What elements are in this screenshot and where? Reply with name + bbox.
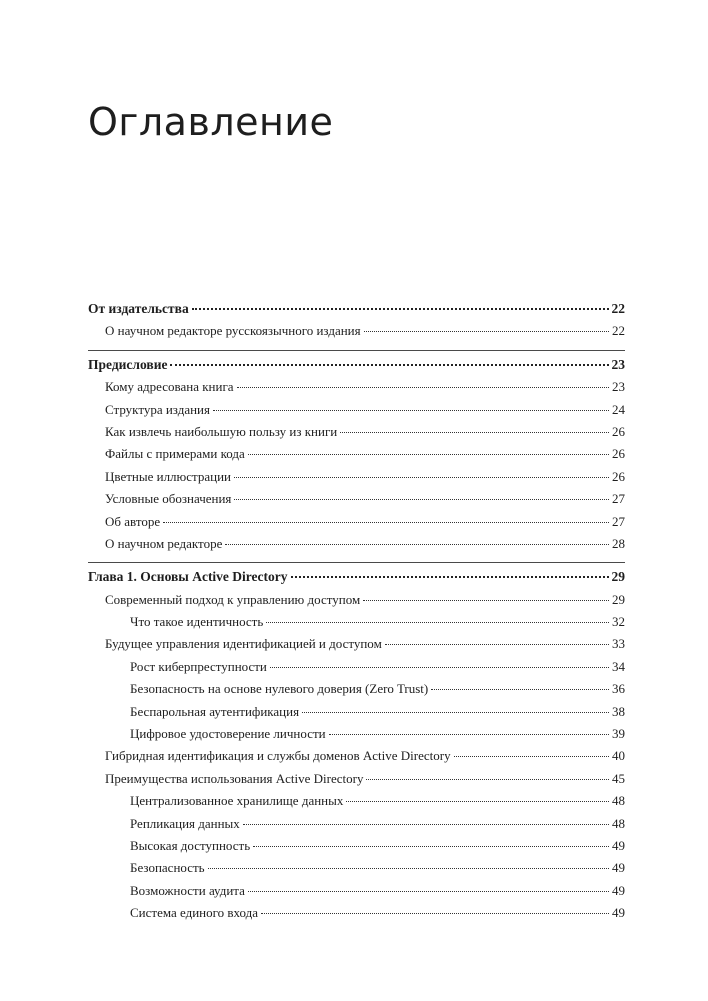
toc-section-heading[interactable] [88, 566, 625, 588]
toc-entry-label: Об авторе [105, 513, 161, 529]
toc-entry[interactable] [88, 790, 625, 812]
toc-entry-label: Файлы с примерами кода [105, 446, 245, 462]
toc-entry-label: Система единого входа [130, 905, 259, 921]
dot-leader [243, 824, 609, 825]
page-title: Оглавление [88, 100, 334, 144]
dot-leader [192, 308, 609, 310]
dot-leader [454, 756, 609, 757]
section-divider [88, 562, 625, 563]
toc-entry[interactable] [88, 443, 625, 465]
toc-entry-label: Современный подход к управлению доступом [105, 591, 361, 607]
toc-entry[interactable] [88, 880, 625, 902]
toc-entry-label: Цифровое удостоверение личности [130, 726, 326, 742]
toc-page-number: 26 [612, 446, 625, 462]
toc-entry[interactable] [88, 656, 625, 678]
toc-entry-label: Предисловие [88, 356, 168, 372]
dot-leader [170, 364, 608, 366]
toc-entry-label: Централизованное хранилище данных [130, 793, 344, 809]
toc-entry[interactable] [88, 857, 625, 879]
toc-entry[interactable] [88, 466, 625, 488]
toc-entry-label: Будущее управления идентификацией и доступом [105, 636, 382, 652]
toc-entry-label: Рост киберпреступности [130, 658, 267, 674]
toc-entry-label: Безопасность на основе нулевого доверия (Zero Trust) [130, 681, 429, 697]
toc-entry[interactable] [88, 320, 625, 342]
dot-leader [208, 868, 609, 869]
toc-entry[interactable] [88, 902, 625, 924]
toc-section-heading[interactable] [88, 298, 625, 320]
toc-page-number: 29 [612, 591, 625, 607]
toc-entry-label: Высокая доступность [130, 837, 251, 853]
dot-leader [431, 689, 609, 690]
toc-entry[interactable] [88, 611, 625, 633]
toc-page-number: 39 [612, 726, 625, 742]
dot-leader [346, 801, 609, 802]
toc-entry[interactable] [88, 488, 625, 510]
toc-page-number: 29 [611, 569, 625, 585]
toc-entry-label: Глава 1. Основы Active Directory [88, 569, 288, 585]
dot-leader [253, 846, 609, 847]
dot-leader [340, 432, 609, 433]
toc-entry-label: Беспарольная аутентификация [130, 703, 300, 719]
toc-page-number: 26 [612, 423, 625, 439]
toc-entry[interactable] [88, 533, 625, 555]
toc-entry-label: Структура издания [105, 401, 210, 417]
toc-entry[interactable] [88, 813, 625, 835]
toc-page-number: 22 [612, 323, 625, 339]
toc-entry[interactable] [88, 376, 625, 398]
toc-entry-label: Как извлечь наибольшую пользу из книги [105, 423, 338, 439]
toc-entry-label: Условные обозначения [105, 491, 232, 507]
toc-entry[interactable] [88, 768, 625, 790]
toc-page-number: 49 [612, 837, 625, 853]
toc-page-number: 49 [612, 882, 625, 898]
dot-leader [385, 644, 609, 645]
toc-page-number: 24 [612, 401, 625, 417]
toc-entry-label: Кому адресована книга [105, 379, 234, 395]
toc-page-number: 48 [612, 793, 625, 809]
dot-leader [364, 331, 609, 332]
toc-entry[interactable] [88, 589, 625, 611]
toc-entry-label: Безопасность [130, 860, 205, 876]
dot-leader [163, 522, 609, 523]
toc-page-number: 34 [612, 658, 625, 674]
section-divider [88, 350, 625, 351]
toc-entry-label: Репликация данных [130, 815, 240, 831]
dot-leader [237, 387, 609, 388]
toc-entry[interactable] [88, 835, 625, 857]
toc-entry-label: От издательства [88, 301, 189, 316]
toc-page-number: 38 [612, 703, 625, 719]
dot-leader [329, 734, 609, 735]
toc-entry-label: О научном редакторе русскоязычного издания [105, 323, 361, 339]
toc-page-number: 28 [612, 535, 625, 551]
toc-page-number: 32 [612, 614, 625, 630]
dot-leader [270, 667, 609, 668]
toc-entry[interactable] [88, 399, 625, 421]
toc-page-number: 27 [612, 513, 625, 529]
toc-entry[interactable] [88, 701, 625, 723]
toc-entry[interactable] [88, 678, 625, 700]
toc-section-heading[interactable] [88, 354, 625, 376]
dot-leader [234, 477, 609, 478]
toc-entry-label: Гибридная идентификация и службы доменов Active Directory [105, 748, 451, 764]
toc-entry-label: Возможности аудита [130, 882, 245, 898]
toc-entry[interactable] [88, 633, 625, 655]
dot-leader [248, 891, 609, 892]
toc-page-number: 49 [612, 905, 625, 921]
table-of-contents [88, 298, 625, 925]
toc-page-number: 45 [612, 770, 625, 786]
toc-entry[interactable] [88, 511, 625, 533]
toc-page-number: 27 [612, 491, 625, 507]
toc-entry-label: Что такое идентичность [130, 614, 264, 630]
dot-leader [248, 454, 609, 455]
toc-page-number: 36 [612, 681, 625, 697]
toc-entry[interactable] [88, 421, 625, 443]
dot-leader [291, 576, 609, 578]
toc-page-number: 22 [611, 301, 625, 316]
dot-leader [234, 499, 609, 500]
toc-entry[interactable] [88, 745, 625, 767]
toc-entry-label: Преимущества использования Active Directory [105, 770, 364, 786]
toc-entry[interactable] [88, 723, 625, 745]
toc-page-number: 23 [611, 356, 625, 372]
toc-page-number: 26 [612, 468, 625, 484]
toc-page-number: 23 [612, 379, 625, 395]
dot-leader [363, 600, 609, 601]
dot-leader [213, 410, 609, 411]
toc-page-number: 33 [612, 636, 625, 652]
toc-entry-label: Цветные иллюстрации [105, 468, 232, 484]
dot-leader [366, 779, 609, 780]
dot-leader [261, 913, 609, 914]
dot-leader [302, 712, 609, 713]
toc-page-number: 48 [612, 815, 625, 831]
toc-page-number: 49 [612, 860, 625, 876]
toc-page-number: 40 [612, 748, 625, 764]
toc-entry-label: О научном редакторе [105, 535, 223, 551]
dot-leader [266, 622, 609, 623]
dot-leader [225, 544, 609, 545]
